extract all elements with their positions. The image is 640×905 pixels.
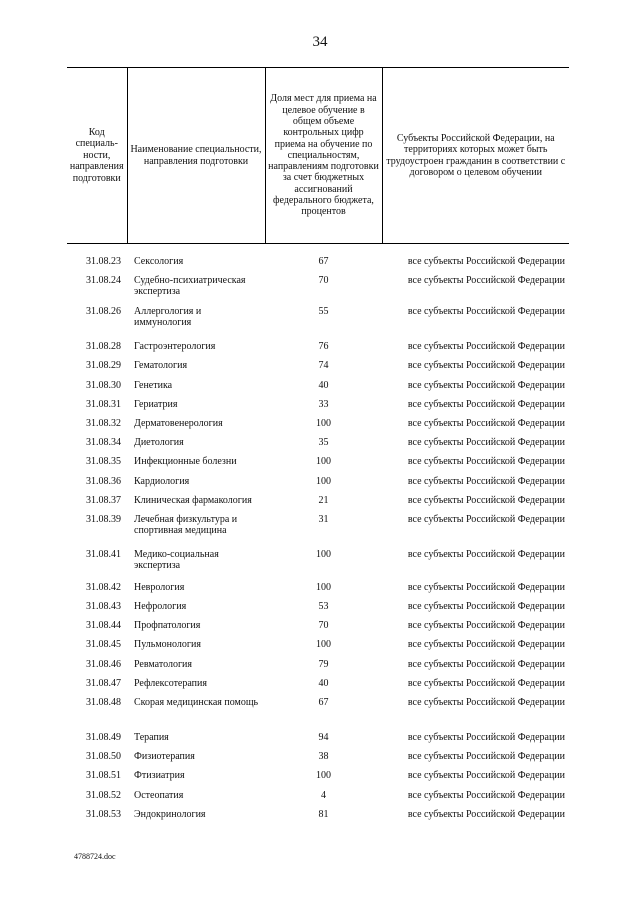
table-row (67, 456, 569, 475)
cell-name: Скорая медицинская помощь (134, 697, 259, 708)
cell-regions: все субъекты Российской Федерации (407, 275, 565, 287)
cell-name: Пульмонология (134, 639, 201, 651)
cell-regions: все субъекты Российской Федерации (407, 751, 565, 763)
header-code: Код специаль-ности, направления подготовки (67, 68, 127, 244)
cell-share: 100 (316, 417, 331, 429)
cell-share: 33 (318, 398, 329, 410)
cell-code: 31.08.34 (86, 437, 121, 449)
cell-share: 31 (318, 513, 329, 525)
cell-code: 31.08.24 (86, 275, 121, 287)
table-row (67, 437, 569, 456)
cell-code: 31.08.37 (86, 494, 121, 506)
cell-name: Терапия (134, 732, 169, 743)
cell-name: Эндокринология (134, 808, 206, 820)
cell-share: 94 (318, 732, 329, 743)
cell-name: Гастроэнтерология (134, 341, 216, 353)
cell-name: Лечебная физкультура и спортивная медицина (134, 513, 238, 537)
cell-regions: все субъекты Российской Федерации (407, 398, 565, 410)
cell-share: 74 (318, 360, 329, 372)
table-row (67, 751, 569, 770)
cell-name: Нефрология (134, 601, 187, 613)
cell-name: Профпатология (134, 620, 201, 632)
table-row (67, 697, 569, 732)
cell-name: Неврология (134, 581, 185, 593)
cell-regions: все субъекты Российской Федерации (407, 808, 565, 820)
cell-regions: все субъекты Российской Федерации (407, 306, 565, 318)
cell-regions: все субъекты Российской Федерации (407, 732, 565, 743)
cell-regions: все субъекты Российской Федерации (407, 789, 565, 801)
cell-name: Дерматовенерология (134, 417, 223, 429)
cell-name: Остеопатия (134, 789, 184, 801)
cell-code: 31.08.28 (86, 341, 121, 353)
table-row (67, 418, 569, 437)
table-row (67, 582, 569, 601)
cell-name: Инфекционные болезни (134, 456, 237, 468)
cell-share: 53 (318, 601, 329, 613)
cell-code: 31.08.51 (86, 770, 121, 782)
cell-code: 31.08.36 (86, 475, 121, 487)
cell-name: Физиотерапия (134, 751, 195, 763)
table-row (67, 601, 569, 620)
table-row (67, 360, 569, 379)
cell-regions: все субъекты Российской Федерации (407, 437, 565, 449)
table-row (67, 809, 569, 828)
cell-name: Медико-социальная экспертиза (134, 548, 219, 572)
table-row (67, 495, 569, 514)
cell-regions: все субъекты Российской Федерации (407, 379, 565, 391)
cell-code: 31.08.47 (86, 677, 121, 689)
cell-code: 31.08.45 (86, 639, 121, 651)
table-body (67, 244, 569, 828)
cell-regions: все субъекты Российской Федерации (407, 658, 565, 670)
cell-name: Ревматология (134, 658, 193, 670)
cell-share: 81 (318, 808, 329, 820)
cell-share: 67 (318, 697, 329, 708)
spacer-cell (127, 244, 265, 257)
table-row (67, 549, 569, 582)
table-row (67, 399, 569, 418)
cell-share: 100 (316, 639, 331, 651)
cell-name: Диетология (134, 437, 184, 449)
cell-share: 38 (318, 751, 329, 763)
cell-share: 40 (318, 379, 329, 391)
cell-regions: все субъекты Российской Федерации (407, 341, 565, 353)
table-row (67, 770, 569, 789)
cell-regions: все субъекты Российской Федерации (407, 548, 565, 560)
cell-regions: все субъекты Российской Федерации (407, 256, 565, 267)
cell-regions: все субъекты Российской Федерации (407, 417, 565, 429)
spacer-cell (265, 244, 382, 257)
cell-code: 31.08.26 (86, 306, 121, 318)
table-row (67, 790, 569, 809)
cell-share: 76 (318, 341, 329, 353)
header-regions: Субъекты Российской Федерации, на территориях которых может быть трудоустроен гражданин в соответствии с договором о целевом обучении (382, 68, 569, 244)
cell-code: 31.08.42 (86, 581, 121, 593)
cell-code: 31.08.53 (86, 808, 121, 820)
cell-name: Генетика (134, 379, 173, 391)
cell-name: Гематология (134, 360, 188, 372)
cell-code: 31.08.30 (86, 379, 121, 391)
cell-name: Рефлексотерапия (134, 677, 207, 689)
cell-share: 100 (316, 475, 331, 487)
cell-regions: все субъекты Российской Федерации (407, 620, 565, 632)
cell-share: 4 (321, 789, 326, 801)
table-row (67, 678, 569, 697)
specialties-table (67, 67, 569, 828)
cell-code: 31.08.35 (86, 456, 121, 468)
header-share: Доля мест для приема на целевое обучение в общем объеме контрольных цифр приема на обучение по специальностям, направлениям подготовки за счет бюджетных ассигнований федерального бюджета, процентов (265, 68, 382, 244)
cell-share: 100 (316, 770, 331, 782)
cell-regions: все субъекты Российской Федерации (407, 360, 565, 372)
cell-regions: все субъекты Российской Федерации (407, 770, 565, 782)
cell-share: 100 (316, 548, 331, 560)
cell-code: 31.08.49 (86, 732, 121, 743)
cell-share: 40 (318, 677, 329, 689)
cell-regions: все субъекты Российской Федерации (407, 639, 565, 651)
table-row (67, 639, 569, 658)
cell-regions: все субъекты Российской Федерации (407, 697, 565, 708)
cell-code: 31.08.31 (86, 398, 121, 410)
cell-name: Аллергология и иммунология (134, 306, 202, 329)
table-spacer-row (67, 244, 569, 257)
cell-name: Гериатрия (134, 398, 178, 410)
cell-name: Клиническая фармакология (134, 494, 252, 506)
cell-code: 31.08.41 (86, 548, 121, 560)
table-row (67, 514, 569, 549)
table-row (67, 732, 569, 751)
cell-share: 55 (318, 306, 329, 318)
table-row (67, 476, 569, 495)
cell-code: 31.08.29 (86, 360, 121, 372)
cell-code: 31.08.52 (86, 789, 121, 801)
page-number: 34 (312, 34, 328, 50)
table-row (67, 275, 569, 306)
cell-regions: все субъекты Российской Федерации (407, 601, 565, 613)
cell-share: 70 (318, 275, 329, 287)
table-row (67, 620, 569, 639)
cell-code: 31.08.48 (86, 697, 121, 708)
cell-regions: все субъекты Российской Федерации (407, 581, 565, 593)
table-header-row (67, 68, 569, 244)
cell-code: 31.08.50 (86, 751, 121, 763)
cell-regions: все субъекты Российской Федерации (407, 677, 565, 689)
cell-share: 21 (318, 494, 329, 506)
header-name: Наименование специальности, направления подготовки (127, 68, 265, 244)
table-row (67, 306, 569, 341)
table-row (67, 341, 569, 360)
cell-code: 31.08.44 (86, 620, 121, 632)
cell-name: Фтизиатрия (134, 770, 185, 782)
cell-share: 79 (318, 658, 329, 670)
cell-code: 31.08.23 (86, 256, 121, 267)
cell-name: Кардиология (134, 475, 190, 487)
cell-name: Судебно-психиатрическая экспертиза (134, 275, 246, 298)
cell-code: 31.08.43 (86, 601, 121, 613)
table-row (67, 380, 569, 399)
document-file-code: 4788724.doc (74, 852, 116, 861)
cell-share: 35 (318, 437, 329, 449)
table-row (67, 659, 569, 678)
cell-share: 100 (316, 456, 331, 468)
cell-share: 70 (318, 620, 329, 632)
cell-name: Сексология (134, 256, 184, 267)
cell-code: 31.08.39 (86, 513, 121, 525)
cell-regions: все субъекты Российской Федерации (407, 494, 565, 506)
table-row (67, 256, 569, 275)
cell-share: 67 (318, 256, 329, 267)
spacer-cell (67, 244, 127, 257)
cell-code: 31.08.32 (86, 417, 121, 429)
cell-code: 31.08.46 (86, 658, 121, 670)
spacer-cell (382, 244, 569, 257)
cell-regions: все субъекты Российской Федерации (407, 513, 565, 525)
cell-regions: все субъекты Российской Федерации (407, 456, 565, 468)
cell-regions: все субъекты Российской Федерации (407, 475, 565, 487)
cell-share: 100 (316, 581, 331, 593)
